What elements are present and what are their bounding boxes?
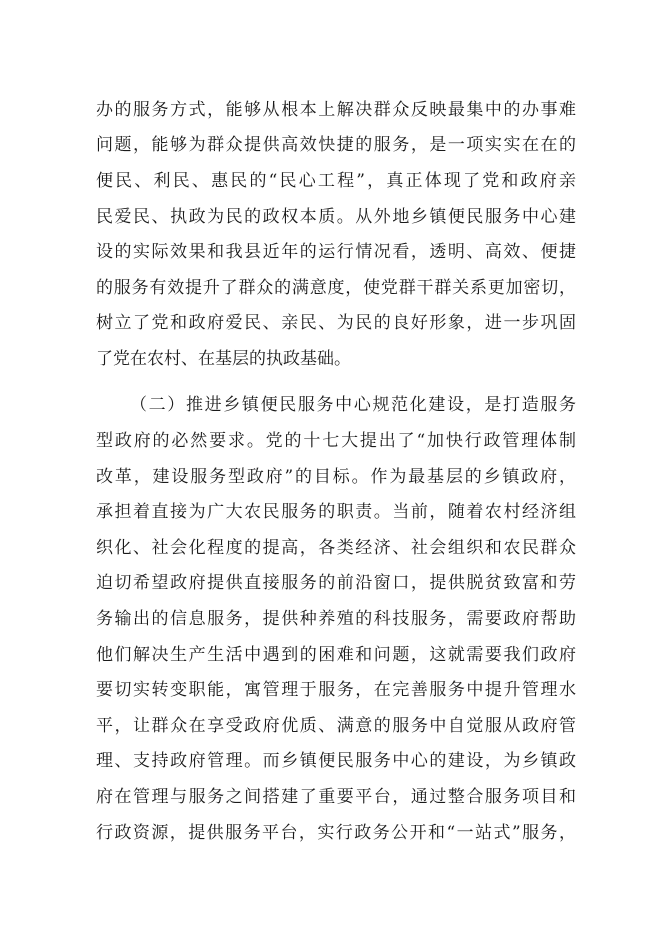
paragraph-2-line-6: 迫切希望政府提供直接服务的前沿窗口，提供脱贫致富和劳 xyxy=(96,573,576,593)
paragraph-2-line-9: 要切实转变职能，寓管理于服务，在完善服务中提升管理水 xyxy=(96,680,576,700)
paragraph-2-line-10: 平，让群众在享受政府优质、满意的服务中自觉服从政府管 xyxy=(96,716,576,736)
paragraph-2-line-3: 改革，建设服务型政府”的目标。作为最基层的乡镇政府， xyxy=(96,467,576,487)
paragraph-1-line-4: 民爱民、执政为民的政权本质。从外地乡镇便民服务中心建 xyxy=(96,207,576,227)
paragraph-2-line-7: 务输出的信息服务，提供种养殖的科技服务，需要政府帮助 xyxy=(96,609,576,629)
paragraph-1-line-3: 便民、利民、惠民的“民心工程”，真正体现了党和政府亲 xyxy=(96,171,576,191)
paragraph-1-line-6: 的服务有效提升了群众的满意度，使党群干群关系更加密切， xyxy=(96,278,576,298)
paragraph-1-line-7: 树立了党和政府爱民、亲民、为民的良好形象，进一步巩固 xyxy=(96,313,576,333)
paragraph-2-line-12: 府在管理与服务之间搭建了重要平台，通过整合服务项目和 xyxy=(96,787,576,807)
paragraph-1-line-8: 了党在农村、在基层的执政基础。 xyxy=(96,349,351,369)
paragraph-1-line-1: 办的服务方式，能够从根本上解决群众反映最集中的办事难 xyxy=(96,100,576,120)
paragraph-2-line-2: 型政府的必然要求。党的十七大提出了“加快行政管理体制 xyxy=(96,431,576,451)
paragraph-2-line-4: 承担着直接为广大农民服务的职责。当前，随着农村经济组 xyxy=(96,502,576,522)
paragraph-2-line-11: 理、支持政府管理。而乡镇便民服务中心的建设，为乡镇政 xyxy=(96,751,576,771)
paragraph-2-line-1: （二）推进乡镇便民服务中心规范化建设，是打造服务 xyxy=(130,395,576,415)
paragraph-1-line-5: 设的实际效果和我县近年的运行情况看，透明、高效、便捷 xyxy=(96,242,576,262)
paragraph-2-line-13: 行政资源，提供服务平台，实行政务公开和“一站式”服务， xyxy=(96,823,576,843)
paragraph-1-line-2: 问题，能够为群众提供高效快捷的服务，是一项实实在在的 xyxy=(96,135,576,155)
paragraph-2-line-8: 他们解决生产生活中遇到的困难和问题，这就需要我们政府 xyxy=(96,645,576,665)
paragraph-2-line-5: 织化、社会化程度的提高，各类经济、社会组织和农民群众 xyxy=(96,538,576,558)
